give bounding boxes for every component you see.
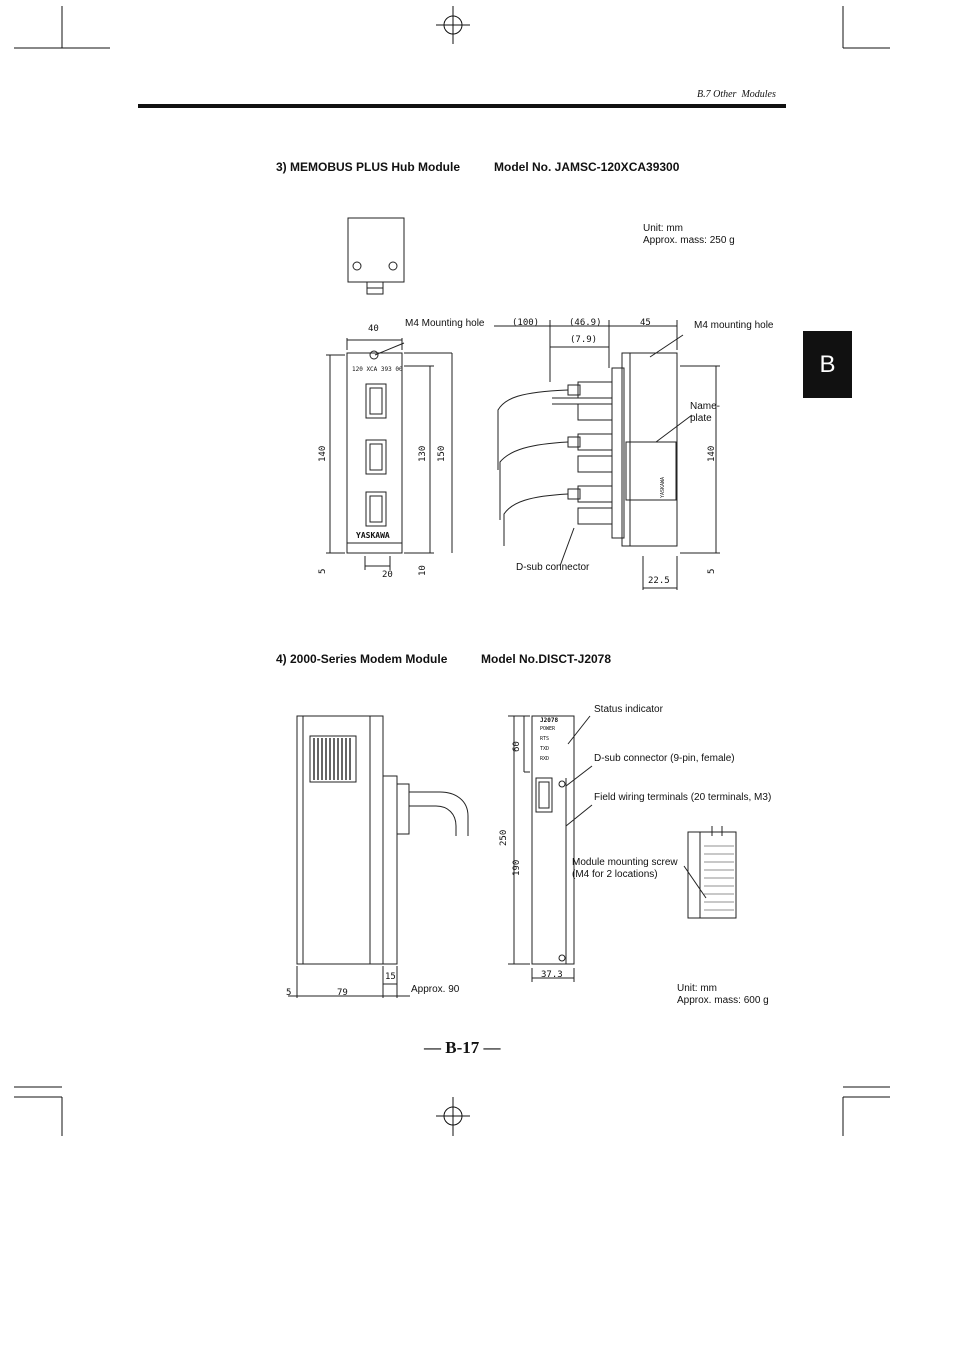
dim-60: 60 <box>512 741 522 752</box>
modem-front-id: J2078 <box>540 717 559 724</box>
page-number: — B-17 — <box>424 1038 501 1057</box>
label-approx-90: Approx. 90 <box>411 984 460 995</box>
dim-5-right: 5 <box>707 568 717 574</box>
section-4-mass: Approx. mass: 600 g <box>677 995 769 1006</box>
hub-top-view <box>348 218 404 294</box>
dim-7-9: (7.9) <box>570 335 598 345</box>
dim-10: 10 <box>418 565 428 576</box>
dim-20: 20 <box>382 570 393 580</box>
label-module-mounting-screw: Module mounting screw <box>572 857 678 868</box>
dim-46-9: (46.9) <box>569 318 602 328</box>
dim-130: 130 <box>418 445 428 462</box>
section-4-unit: Unit: mm <box>677 983 717 994</box>
label-dsub-connector: D-sub connector <box>516 562 590 573</box>
dim-190: 190 <box>512 859 522 876</box>
dim-140-right: 140 <box>707 445 717 462</box>
section-3-model: Model No. JAMSC-120XCA39300 <box>494 160 680 174</box>
section-3-unit: Unit: mm <box>643 223 683 234</box>
hub-side-view <box>494 320 720 590</box>
label-m4-mounting-hole-left: M4 Mounting hole <box>405 318 485 329</box>
label-dsub-9pin: D-sub connector (9-pin, female) <box>594 753 735 764</box>
section-4-heading: 4) 2000-Series Modem Module <box>276 652 448 666</box>
side-tab: B <box>803 331 852 398</box>
dim-45: 45 <box>640 318 651 328</box>
modem-led-power: POWER <box>540 726 556 732</box>
modem-led-rxd: RXD <box>540 756 550 762</box>
label-m4-locations: (M4 for 2 locations) <box>572 869 658 880</box>
crop-marks <box>14 6 890 1136</box>
dim-79: 79 <box>337 988 348 998</box>
dim-15: 15 <box>385 972 396 982</box>
modem-led-txd: TXD <box>540 746 550 752</box>
dim-22-5: 22.5 <box>648 576 670 586</box>
header-rule <box>138 104 786 108</box>
dim-250: 250 <box>499 829 509 846</box>
section-3-mass: Approx. mass: 250 g <box>643 235 735 246</box>
dim-140-left: 140 <box>318 445 328 462</box>
dim-37-3: 37.3 <box>541 970 563 980</box>
dim-100: (100) <box>512 318 540 328</box>
hub-front-id: 120 XCA 393 00 <box>352 366 403 373</box>
label-field-wiring: Field wiring terminals (20 terminals, M3) <box>594 792 772 803</box>
dim-5: 5 <box>286 988 292 998</box>
section-3-heading: 3) MEMOBUS PLUS Hub Module <box>276 160 460 174</box>
dim-150: 150 <box>437 445 447 462</box>
label-nameplate-2: plate <box>690 413 712 424</box>
label-m4-mounting-hole-right: M4 mounting hole <box>694 320 774 331</box>
modem-side-view <box>288 716 468 998</box>
hub-side-brand: YASKAWA <box>660 476 666 498</box>
hub-brand: YASKAWA <box>356 531 390 540</box>
section-4-model: Model No.DISCT-J2078 <box>481 652 612 666</box>
label-status-indicator: Status indicator <box>594 704 663 715</box>
dim-40: 40 <box>368 324 379 334</box>
label-nameplate-1: Name- <box>690 401 721 412</box>
modem-iso-view <box>688 826 736 918</box>
running-header: B.7 Other Modules <box>697 89 776 100</box>
dim-5-left: 5 <box>318 568 328 574</box>
modem-led-rts: RTS <box>540 736 550 742</box>
